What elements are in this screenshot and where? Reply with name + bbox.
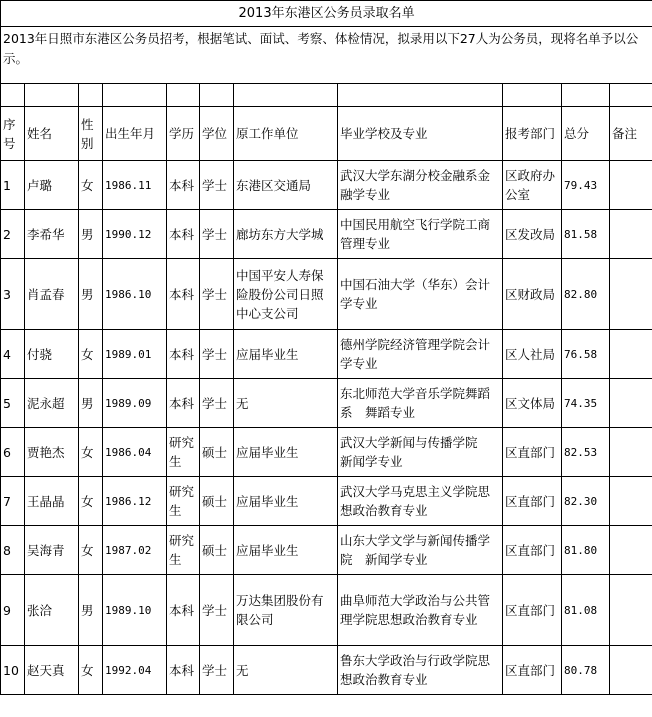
row-score: 80.78 — [562, 646, 610, 695]
row-number: 9 — [1, 575, 25, 646]
table-row — [1, 428, 652, 477]
blank-row — [1, 84, 652, 107]
row-school: 武汉大学新闻与传播学院 新闻学专业 — [338, 428, 503, 477]
col-header-gender: 性别 — [79, 107, 103, 161]
row-score: 81.80 — [562, 526, 610, 575]
table-row — [1, 526, 652, 575]
row-note — [610, 330, 652, 379]
row-degree: 硕士 — [200, 477, 234, 526]
row-birth: 1986.11 — [103, 161, 167, 210]
row-name: 贾艳杰 — [25, 428, 79, 477]
row-school: 东北师范大学音乐学院舞蹈系 舞蹈专业 — [338, 379, 503, 428]
row-note — [610, 575, 652, 646]
col-header-education: 学历 — [167, 107, 200, 161]
row-birth: 1989.10 — [103, 575, 167, 646]
row-employer: 应届毕业生 — [234, 428, 338, 477]
row-degree: 学士 — [200, 259, 234, 330]
row-department: 区直部门 — [503, 646, 562, 695]
row-education: 本科 — [167, 646, 200, 695]
row-name: 王晶晶 — [25, 477, 79, 526]
table-row — [1, 477, 652, 526]
row-name: 肖孟春 — [25, 259, 79, 330]
row-employer: 无 — [234, 646, 338, 695]
row-gender: 女 — [79, 428, 103, 477]
row-school: 武汉大学马克思主义学院思想政治教育专业 — [338, 477, 503, 526]
row-gender: 女 — [79, 330, 103, 379]
row-score: 82.30 — [562, 477, 610, 526]
document-title: 2013年东港区公务员录取名单 — [1, 1, 652, 27]
row-employer: 应届毕业生 — [234, 477, 338, 526]
row-score: 79.43 — [562, 161, 610, 210]
col-header-name: 姓名 — [25, 107, 79, 161]
row-department: 区人社局 — [503, 330, 562, 379]
row-birth: 1986.10 — [103, 259, 167, 330]
row-employer: 万达集团股份有限公司 — [234, 575, 338, 646]
row-birth: 1992.04 — [103, 646, 167, 695]
row-school: 中国石油大学（华东）会计学专业 — [338, 259, 503, 330]
row-gender: 女 — [79, 526, 103, 575]
row-gender: 男 — [79, 259, 103, 330]
row-degree: 学士 — [200, 161, 234, 210]
row-education: 本科 — [167, 161, 200, 210]
row-name: 赵天真 — [25, 646, 79, 695]
row-department: 区直部门 — [503, 477, 562, 526]
row-education: 本科 — [167, 379, 200, 428]
row-education: 本科 — [167, 210, 200, 259]
row-name: 付骁 — [25, 330, 79, 379]
row-gender: 女 — [79, 646, 103, 695]
table-row — [1, 330, 652, 379]
row-department: 区直部门 — [503, 575, 562, 646]
row-education: 本科 — [167, 330, 200, 379]
row-department: 区文体局 — [503, 379, 562, 428]
row-education: 本科 — [167, 575, 200, 646]
row-degree: 硕士 — [200, 526, 234, 575]
row-education: 研究生 — [167, 477, 200, 526]
row-number: 8 — [1, 526, 25, 575]
row-gender: 女 — [79, 477, 103, 526]
row-employer: 东港区交通局 — [234, 161, 338, 210]
intro-paragraph: 2013年日照市东港区公务员招考，根据笔试、面试、考察、体检情况，拟录用以下27人为公务员，现将名单予以公示。 — [1, 27, 652, 84]
row-degree: 学士 — [200, 646, 234, 695]
row-department: 区直部门 — [503, 526, 562, 575]
row-gender: 男 — [79, 210, 103, 259]
row-department: 区财政局 — [503, 259, 562, 330]
col-header-department: 报考部门 — [503, 107, 562, 161]
col-header-score: 总分 — [562, 107, 610, 161]
row-birth: 1990.12 — [103, 210, 167, 259]
row-school: 山东大学文学与新闻传播学院 新闻学专业 — [338, 526, 503, 575]
row-school: 中国民用航空飞行学院工商管理专业 — [338, 210, 503, 259]
row-note — [610, 210, 652, 259]
row-note — [610, 526, 652, 575]
row-score: 81.58 — [562, 210, 610, 259]
row-birth: 1986.12 — [103, 477, 167, 526]
row-degree: 硕士 — [200, 428, 234, 477]
table-row — [1, 575, 652, 646]
row-score: 76.58 — [562, 330, 610, 379]
col-header-employer: 原工作单位 — [234, 107, 338, 161]
row-employer: 无 — [234, 379, 338, 428]
row-number: 4 — [1, 330, 25, 379]
row-name: 卢璐 — [25, 161, 79, 210]
row-score: 81.08 — [562, 575, 610, 646]
row-number: 3 — [1, 259, 25, 330]
row-department: 区发改局 — [503, 210, 562, 259]
row-number: 1 — [1, 161, 25, 210]
col-header-school: 毕业学校及专业 — [338, 107, 503, 161]
table-row — [1, 646, 652, 695]
table-row — [1, 210, 652, 259]
col-header-no: 序号 — [1, 107, 25, 161]
header-row — [1, 107, 652, 161]
row-number: 2 — [1, 210, 25, 259]
row-number: 5 — [1, 379, 25, 428]
table-row — [1, 161, 652, 210]
row-education: 研究生 — [167, 428, 200, 477]
row-school: 鲁东大学政治与行政学院思想政治教育专业 — [338, 646, 503, 695]
row-department: 区政府办公室 — [503, 161, 562, 210]
row-name: 张洽 — [25, 575, 79, 646]
row-note — [610, 477, 652, 526]
row-degree: 学士 — [200, 379, 234, 428]
row-score: 82.80 — [562, 259, 610, 330]
table-row — [1, 379, 652, 428]
col-header-degree: 学位 — [200, 107, 234, 161]
row-employer: 应届毕业生 — [234, 330, 338, 379]
col-header-birth: 出生年月 — [103, 107, 167, 161]
row-department: 区直部门 — [503, 428, 562, 477]
row-gender: 女 — [79, 161, 103, 210]
row-score: 74.35 — [562, 379, 610, 428]
col-header-note: 备注 — [610, 107, 652, 161]
row-note — [610, 161, 652, 210]
row-gender: 男 — [79, 379, 103, 428]
row-name: 吴海青 — [25, 526, 79, 575]
row-note — [610, 259, 652, 330]
row-education: 研究生 — [167, 526, 200, 575]
table-row — [1, 259, 652, 330]
row-birth: 1989.01 — [103, 330, 167, 379]
row-degree: 学士 — [200, 330, 234, 379]
row-number: 10 — [1, 646, 25, 695]
row-name: 李希华 — [25, 210, 79, 259]
row-name: 泥永超 — [25, 379, 79, 428]
row-note — [610, 646, 652, 695]
row-score: 82.53 — [562, 428, 610, 477]
row-school: 曲阜师范大学政治与公共管理学院思想政治教育专业 — [338, 575, 503, 646]
row-note — [610, 379, 652, 428]
row-school: 德州学院经济管理学院会计学专业 — [338, 330, 503, 379]
row-education: 本科 — [167, 259, 200, 330]
row-birth: 1987.02 — [103, 526, 167, 575]
row-employer: 廊坊东方大学城 — [234, 210, 338, 259]
row-school: 武汉大学东湖分校金融系金融学专业 — [338, 161, 503, 210]
row-degree: 学士 — [200, 575, 234, 646]
row-birth: 1989.09 — [103, 379, 167, 428]
row-employer: 应届毕业生 — [234, 526, 338, 575]
row-employer: 中国平安人寿保险股份公司日照中心支公司 — [234, 259, 338, 330]
row-number: 6 — [1, 428, 25, 477]
row-gender: 男 — [79, 575, 103, 646]
row-note — [610, 428, 652, 477]
row-birth: 1986.04 — [103, 428, 167, 477]
row-number: 7 — [1, 477, 25, 526]
row-degree: 学士 — [200, 210, 234, 259]
